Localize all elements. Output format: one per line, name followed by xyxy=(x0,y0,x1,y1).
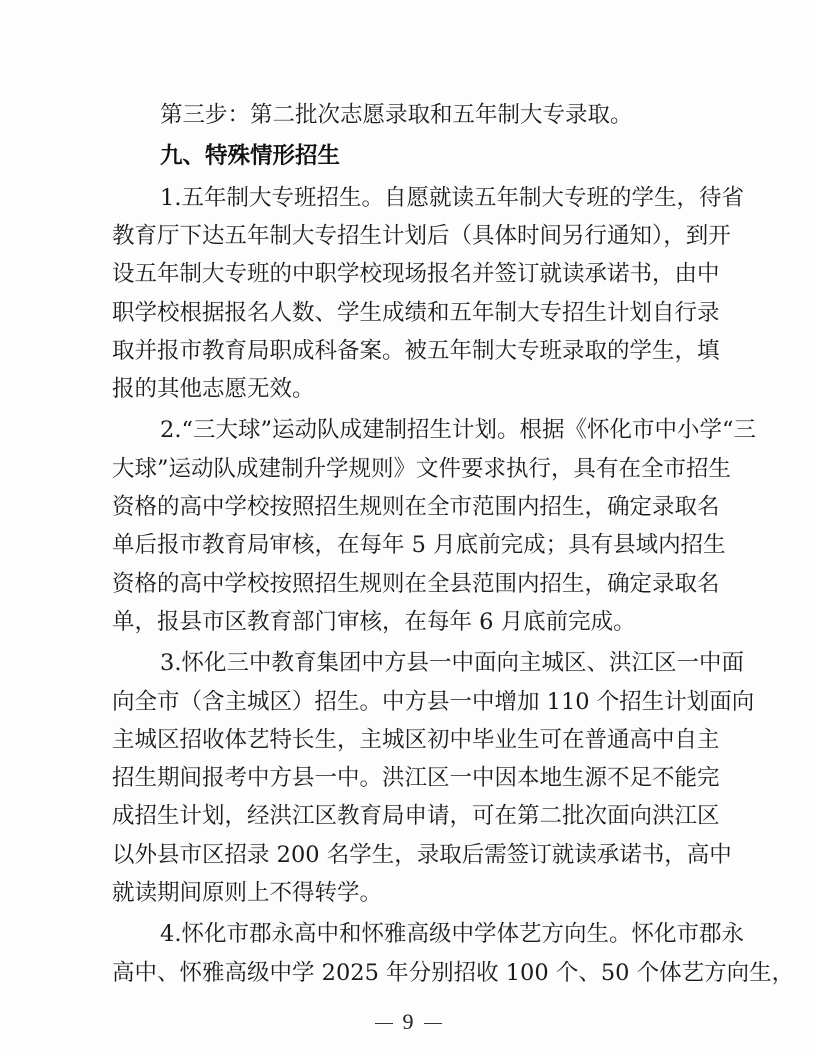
text-line: 大球”运动队成建制升学规则》文件要求执行，具有在全市招生 xyxy=(112,455,732,482)
text-line: 资格的高中学校按照招生规则在全市范围内招生，确定录取名 xyxy=(112,494,720,520)
text-line: 职学校根据报名人数、学生成绩和五年制大专招生计划自行录 xyxy=(112,299,720,326)
text-line: 资格的高中学校按照招生规则在全县范围内招生，确定录取名 xyxy=(112,570,720,597)
text-line: 招生期间报考中方县一中。洪江区一中因本地生源不足不能完 xyxy=(112,765,720,792)
text-line: 4.怀化市郡永高中和怀雅高级中学体艺方向生。怀化市郡永 xyxy=(160,921,744,948)
text-line: 就读期间原则上不得转学。 xyxy=(112,880,383,906)
text-line: 3.怀化三中教育集团中方县一中面向主城区、洪江区一中面 xyxy=(160,650,744,677)
text-line: 主城区招收体艺特长生，主城区初中毕业生可在普通高中自主 xyxy=(112,726,720,753)
section-heading: 九、特殊情形招生 xyxy=(160,143,341,170)
page-number: 9 xyxy=(402,1009,414,1034)
text-line: 2.“三大球”运动队成建制招生计划。根据《怀化市中小学“三 xyxy=(160,417,756,444)
text-line: 单后报市教育局审核，在每年 5 月底前完成；具有县域内招生 xyxy=(112,532,726,559)
page-footer xyxy=(0,1008,816,1036)
footer-dash-left xyxy=(375,1023,393,1024)
text-line: 向全市（含主城区）招生。中方县一中增加 110 个招生计划面向 xyxy=(112,688,755,715)
text-line: 报的其他志愿无效。 xyxy=(112,376,315,403)
text-line: 教育厅下达五年制大专招生计划后（具体时间另行通知），到开 xyxy=(112,222,731,249)
text-line: 成招生计划，经洪江区教育局申请，可在第二批次面向洪江区 xyxy=(112,803,720,830)
footer-dash-right xyxy=(424,1023,442,1024)
text-line: 1.五年制大专班招生。自愿就读五年制大专班的学生，待省 xyxy=(160,184,744,211)
text-line: 单，报县市区教育部门审核，在每年 6 月底前完成。 xyxy=(112,608,636,635)
text-line: 取并报市教育局职成科备案。被五年制大专班录取的学生，填 xyxy=(112,337,720,364)
text-line: 高中、怀雅高级中学 2025 年分别招收 100 个、50 个体艺方向生， xyxy=(112,959,795,986)
text-line: 设五年制大专班的中职学校现场报名并签订就读承诺书，由中 xyxy=(112,261,720,288)
text-line: 以外县市区招录 200 名学生，录取后需签订就读承诺书，高中 xyxy=(112,841,732,868)
text-line: 第三步：第二批次志愿录取和五年制大专录取。 xyxy=(160,102,633,128)
